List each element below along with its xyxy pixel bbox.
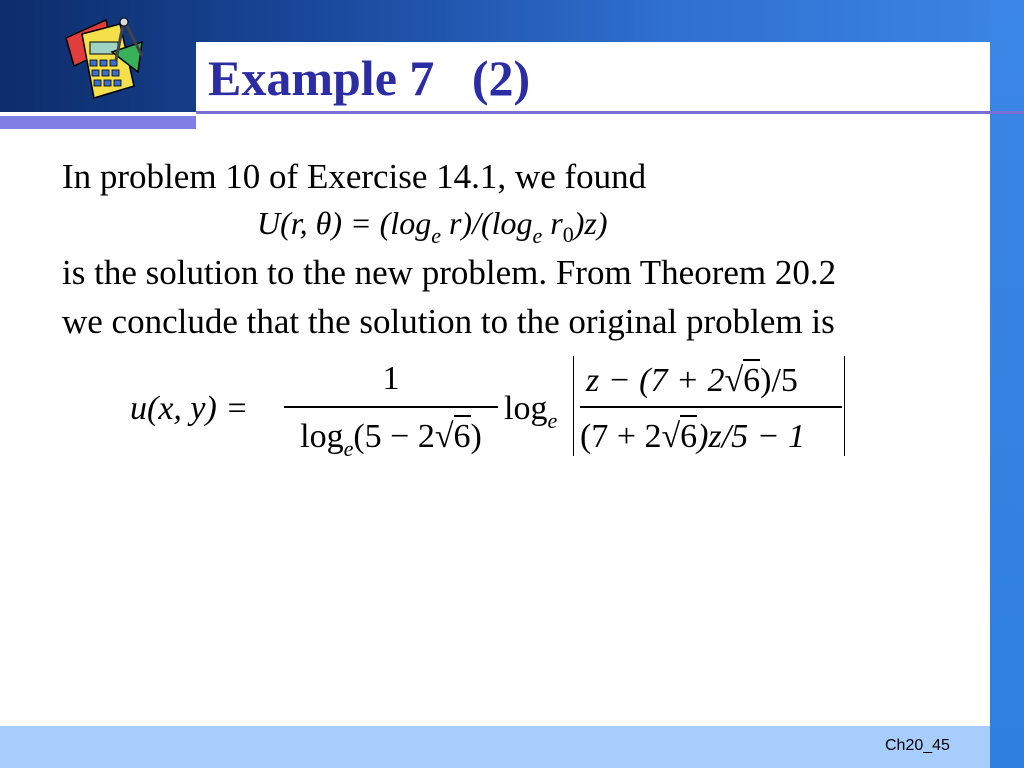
formula2-inner-num-post: )/5 (760, 362, 798, 399)
formula2-inner-fraction-bar (580, 406, 842, 408)
formula2-inner-den-pre: (7 + 2 (580, 418, 662, 455)
formula2-numerator: 1 (382, 360, 400, 397)
formula1-r: r (542, 205, 563, 241)
title-underline (196, 111, 1024, 114)
formula2-inner-denominator: (7 + 2√6)z/5 − 1 (580, 418, 805, 456)
formula1-log-base-2: e (532, 223, 543, 248)
formula2-log-base: e (547, 408, 558, 433)
math-tools-clipart-icon (60, 16, 150, 102)
formula2-inner-num-sqrt-arg: 6 (743, 359, 760, 399)
formula1-end: )z) (573, 205, 608, 241)
formula2-coefficient-fraction (282, 352, 500, 462)
right-side-band (990, 0, 1024, 768)
formula2-inner-den-sqrt-arg: 6 (680, 415, 697, 455)
formula2-fraction-bar (284, 406, 498, 408)
formula1-lhs: U(r, θ) = (log (257, 205, 432, 241)
formula1-log-base: e (431, 223, 441, 248)
footer-band (0, 726, 990, 768)
paragraph-intro: In problem 10 of Exercise 14.1, we found (62, 157, 647, 196)
formula2-denominator: $\log_e(5 - 2√6)$ (282, 418, 500, 456)
absolute-value-left-bar (573, 356, 574, 456)
formula2-lhs: u(x, y) = (130, 390, 249, 427)
formula2-den-log-base: e (343, 436, 354, 461)
formula2-den-open: (5 − 2 (353, 418, 435, 455)
formula1-mid: r)/(log (440, 205, 533, 241)
formula2-inner-num-pre: z − (7 + 2 (586, 362, 725, 399)
formula2-log (504, 390, 558, 433)
slide-number: Ch20_45 (885, 737, 950, 754)
formula-original-solution (130, 352, 850, 462)
absolute-value-right-bar (844, 356, 845, 456)
formula2-den-close: ) (470, 418, 482, 455)
formula2-inner-numerator: z − (7 + 2√6)/5 (586, 362, 798, 400)
formula2-den-log: log (300, 418, 344, 455)
formula-new-problem-solution (257, 204, 607, 246)
paragraph-theorem: is the solution to the new problem. From Theorem 20.2 (62, 253, 837, 292)
logo-strip-highlight (0, 112, 196, 116)
formula2-log-text: log (504, 390, 548, 427)
paragraph-conclusion: we conclude that the solution to the original problem is (62, 302, 835, 341)
formula2-den-sqrt-arg: 6 (454, 415, 471, 455)
slide-title: Example 7 (2) (208, 50, 531, 106)
formula1-r-subscript: 0 (562, 222, 574, 247)
formula2-inner-den-post: )z/5 − 1 (697, 418, 806, 455)
